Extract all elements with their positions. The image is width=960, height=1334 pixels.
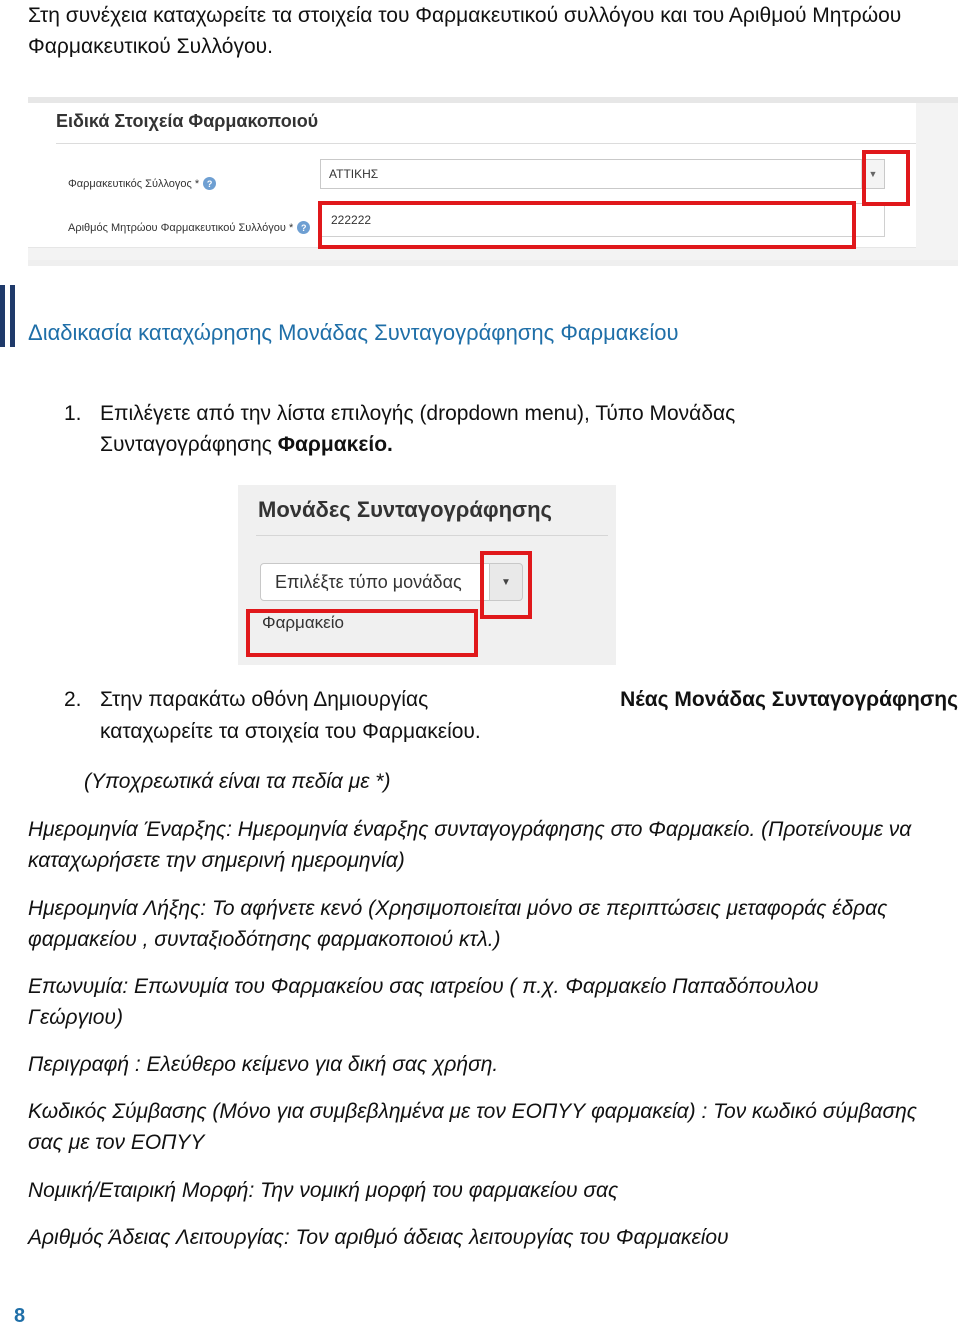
registry-label-row xyxy=(68,221,310,234)
heading-bar xyxy=(0,285,5,347)
page-number: 8 xyxy=(14,1305,26,1327)
step-2-line-1 xyxy=(100,684,958,715)
association-selected-value: ΑΤΤΙΚΗΣ xyxy=(329,167,379,181)
field-legal-form-line-1: Νομική/Εταιρική Μορφή: Την νομική μορφή του φαρμακείου σας xyxy=(28,1179,619,1202)
screenshot-top-bar xyxy=(28,97,958,103)
field-contract-code-line-2: σας με τον ΕΟΠΥΥ xyxy=(28,1131,205,1154)
heading-bar xyxy=(10,285,15,347)
step-1-number: 1. xyxy=(64,402,82,425)
pharmacy-option[interactable]: Φαρμακείο xyxy=(262,613,344,632)
registry-label: Αριθμός Μητρώου Φαρμακευτικού Συλλόγου * xyxy=(68,221,294,234)
step-2-line-2: καταχωρείτε τα στοιχεία του Φαρμακείου. xyxy=(100,720,481,743)
field-description-line-1: Περιγραφή : Ελεύθερο κείμενο για δική σας χρήση. xyxy=(28,1053,499,1076)
step-1-text xyxy=(100,398,860,460)
unit-type-placeholder: Επιλέξτε τύπο μονάδας xyxy=(275,572,462,592)
field-end-date-line-1: Ημερομηνία Λήξης: Το αφήνετε κενό (Χρησιμοποιείται μόνο σε περιπτώσεις μεταφοράς έδρας xyxy=(28,897,888,920)
association-label: Φαρμακευτικός Σύλλογος * xyxy=(68,177,200,190)
prescription-units-screenshot xyxy=(238,485,616,665)
step-1-body: Επιλέγετε από την λίστα επιλογής (dropdown menu), Τύπο Μονάδας Συνταγογράφησης xyxy=(100,402,736,456)
step-2-number: 2. xyxy=(64,688,82,711)
registry-highlight-box xyxy=(318,201,856,249)
option-highlight-box xyxy=(246,609,478,657)
association-label-row xyxy=(68,177,216,190)
pharmacist-details-screenshot xyxy=(28,97,958,265)
registry-number-value: 222222 xyxy=(331,213,372,227)
question-circle-icon[interactable]: ? xyxy=(297,221,310,234)
dropdown-highlight-box xyxy=(480,551,532,619)
field-contract-code-line-1: Κωδικός Σύμβασης (Μόνο για συμβεβλημένα με τον ΕΟΠΥΥ φαρμακεία) : Τον κωδικό σύμβασης xyxy=(28,1100,917,1123)
field-name-line-1: Επωνυμία: Επωνυμία του Φαρμακείου σας ιατρείου ( π.χ. Φαρμακείο Παπαδόπουλου xyxy=(28,975,819,998)
field-license-number-line-1: Αριθμός Άδειας Λειτουργίας: Τον αριθμό άδειας λειτουργίας του Φαρμακείου xyxy=(28,1226,729,1249)
field-start-date-line-1: Ημερομηνία Έναρξης: Ημερομηνία έναρξης συνταγογράφησης στο Φαρμακείο. (Προτείνουμε να xyxy=(28,818,912,841)
question-circle-icon[interactable]: ? xyxy=(203,177,216,190)
divider xyxy=(256,535,608,536)
field-start-date-line-2: καταχωρήσετε την σημερινή ημερομηνία) xyxy=(28,849,405,872)
dropdown-highlight-box xyxy=(862,150,910,206)
pharmacist-details-title: Ειδικά Στοιχεία Φαρμακοποιού xyxy=(56,111,319,131)
mandatory-note: (Υποχρεωτικά είναι τα πεδία με *) xyxy=(84,770,391,793)
association-select[interactable] xyxy=(320,159,885,189)
prescription-units-title: Μονάδες Συνταγογράφησης xyxy=(258,497,552,522)
divider xyxy=(56,143,916,144)
chevron-down-icon[interactable]: ▼ xyxy=(489,563,523,601)
section-heading: Διαδικασία καταχώρησης Μονάδας Συνταγογράφησης Φαρμακείου xyxy=(28,320,679,345)
field-end-date-line-2: φαρμακείου , συνταξιοδότησης φαρμακοποιού κτλ.) xyxy=(28,928,501,951)
screenshot-bottom-strip xyxy=(28,260,958,266)
intro-paragraph: Στη συνέχεια καταχωρείτε τα στοιχεία του Φαρμακευτικού συλλόγου και του Αριθμού Μητρώου Φαρμακευτικού Συλλόγου. xyxy=(28,4,902,58)
step-1-bold: Φαρμακείο. xyxy=(277,433,393,456)
step-2-pre: Στην παρακάτω οθόνη Δημιουργίας xyxy=(100,688,429,711)
field-name-line-2: Γεώργιου) xyxy=(28,1006,123,1029)
chevron-down-icon[interactable]: ▼ xyxy=(861,160,884,188)
step-2-bold: Νέας Μονάδας Συνταγογράφησης xyxy=(620,688,958,711)
